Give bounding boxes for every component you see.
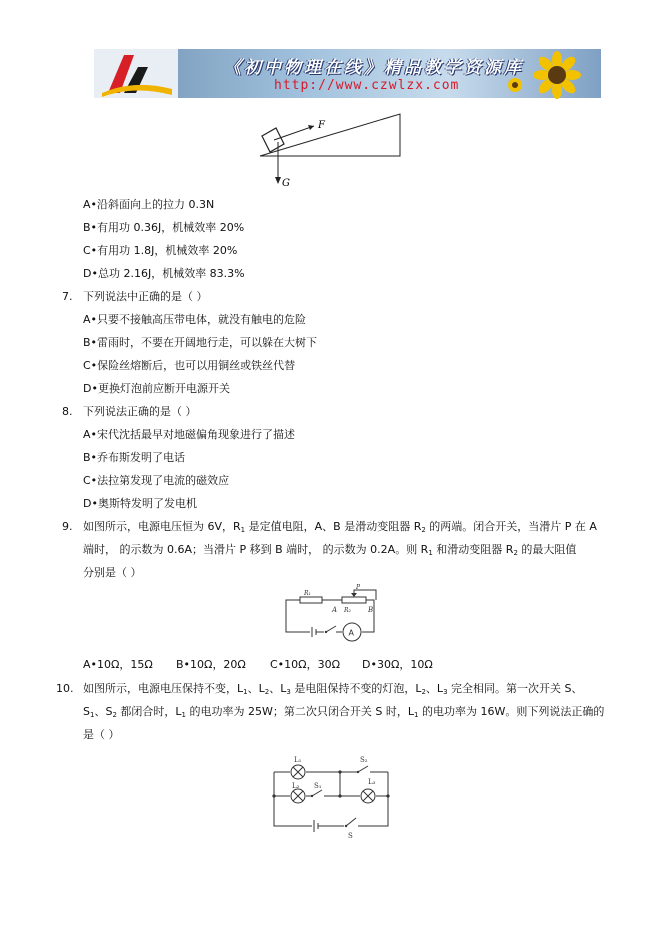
q10-stem-line2: $S_1$、$S_2$ 都闭合时，$L_1$ 的电功率为 25W；第二次只闭合开关 S 时，$L_1$ 的电功率为 16W。则下列说法正确的 [83, 705, 605, 719]
l3-label: L₃ [368, 778, 376, 786]
q8-stem: 下列说法正确的是（ ） [83, 405, 197, 418]
gravity-label: G [282, 178, 290, 189]
q7-stem: 下列说法中正确的是（ ） [83, 290, 208, 303]
banner-title: 《初中物理在线》精品教学资源库 [224, 58, 524, 78]
terminal-a-label: A [332, 606, 338, 614]
s1-label: S₁ [314, 782, 322, 790]
q9-option-b: B•10Ω，20Ω [176, 658, 246, 671]
q9-stem-line3: 分别是（ ） [83, 566, 142, 579]
q8-option-d: D•奥斯特发明了发电机 [83, 497, 197, 510]
q8-number: 8. [62, 405, 73, 418]
logo [94, 49, 178, 98]
q6-option-d: D•总功 2.16J，机械效率 83.3% [83, 267, 245, 280]
force-label: F [318, 120, 325, 131]
header-banner [94, 49, 601, 98]
q6-option-b: B•有用功 0.36J，机械效率 20% [83, 221, 245, 234]
q9-circuit-diagram [282, 584, 382, 646]
sunflower-icon [495, 51, 595, 97]
q7-option-a: A•只要不接触高压带电体，就没有触电的危险 [83, 313, 307, 326]
s2-label: S₂ [360, 756, 368, 764]
q7-option-b: B•雷雨时，不要在开阔地行走，可以躲在大树下 [83, 336, 318, 349]
q9-stem-line1: 如图所示，电源电压恒为 6V，$R_1$ 是定值电阻，A、B 是滑动变阻器 $R_2$ 的两端。闭合开关，当滑片 P 在 A [83, 520, 597, 534]
q9-option-a: A•10Ω，15Ω [83, 658, 153, 671]
l2-label: L₂ [292, 782, 300, 790]
q9-option-c: C•10Ω，30Ω [270, 658, 340, 671]
slider-p-label: P [356, 584, 361, 591]
q9-option-d: D•30Ω，10Ω [362, 658, 433, 671]
q10-number: 10. [56, 682, 74, 695]
q8-option-a: A•宋代沈括最早对地磁偏角现象进行了描述 [83, 428, 296, 441]
q6-option-a: A•沿斜面向上的拉力 0.3N [83, 198, 215, 211]
banner-url: http://www.czwlzx.com [274, 78, 460, 93]
s-label: S [348, 832, 353, 840]
q7-number: 7. [62, 290, 73, 303]
q9-stem-line2: 端时， 的示数为 0.6A；当滑片 P 移到 B 端时， 的示数为 0.2A。则 $R_1$ 和滑动变阻器 $R_2$ 的最大阻值 [83, 543, 577, 557]
q8-option-c: C•法拉第发现了电流的磁效应 [83, 474, 230, 487]
l1-label: L₁ [294, 756, 302, 764]
incline-diagram [258, 114, 408, 190]
ammeter-icon: A [348, 628, 354, 638]
r1-label: R₁ [304, 590, 311, 597]
q7-option-d: D•更换灯泡前应断开电源开关 [83, 382, 230, 395]
q10-stem-line3: 是（ ） [83, 728, 120, 741]
q8-option-b: B•乔布斯发明了电话 [83, 451, 186, 464]
q9-number: 9. [62, 520, 73, 533]
q7-option-c: C•保险丝熔断后，也可以用铜丝或铁丝代替 [83, 359, 296, 372]
q10-stem-line1: 如图所示，电源电压保持不变，$L_1$、$L_2$、$L_3$ 是电阻保持不变的灯泡，$L_2$、$L_3$ 完全相同。第一次开关 S、 [83, 682, 583, 696]
r2-label: R₂ [344, 607, 351, 614]
q6-option-c: C•有用功 1.8J，机械效率 20% [83, 244, 238, 257]
q10-circuit-diagram [268, 752, 398, 838]
terminal-b-label: B [368, 606, 374, 614]
